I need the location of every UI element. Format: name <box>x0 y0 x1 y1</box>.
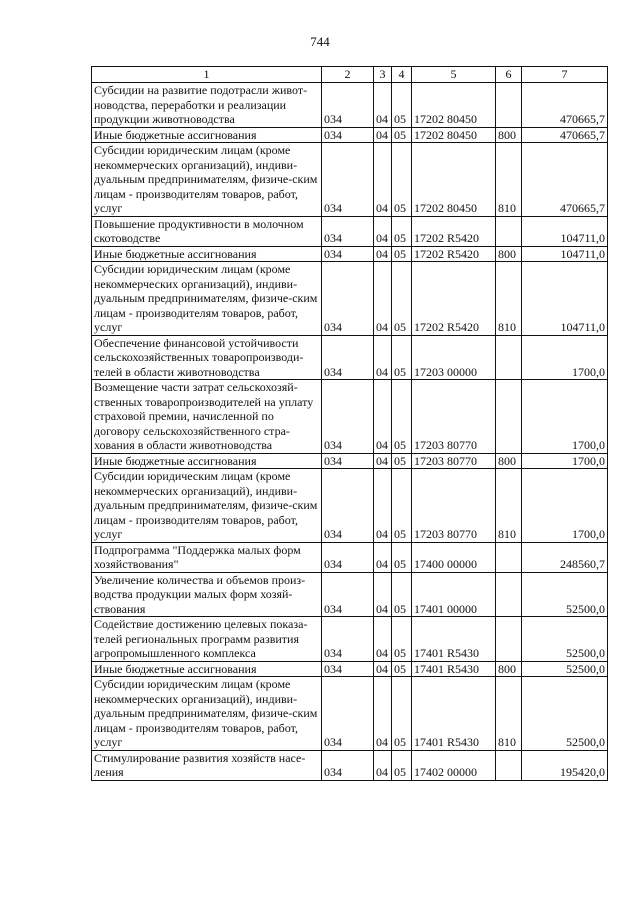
cell-amount: 52500,0 <box>522 617 608 662</box>
table-row <box>92 380 608 454</box>
table-row <box>92 216 608 246</box>
cell-item-name: Повышение продуктивности в молочном скотоводстве <box>92 216 322 246</box>
cell-ministry-code: 034 <box>322 216 374 246</box>
table-header-row <box>92 67 608 83</box>
cell-target-article: 17401 R5430 <box>412 661 496 677</box>
cell-expense-type <box>496 750 522 780</box>
cell-amount: 104711,0 <box>522 246 608 262</box>
cell-amount: 1700,0 <box>522 380 608 454</box>
cell-item-name: Обеспечение финансовой устойчивости сельскохозяйственных товаропроизводи-телей в области животноводства <box>92 335 322 380</box>
cell-subsection-code: 05 <box>392 661 412 677</box>
table-row <box>92 677 608 751</box>
cell-ministry-code: 034 <box>322 469 374 543</box>
cell-section-code: 04 <box>374 453 392 469</box>
cell-item-name: Субсидии на развитие подотрасли живот-новодства, переработки и реализации продукции животноводства <box>92 83 322 128</box>
cell-amount: 470665,7 <box>522 83 608 128</box>
cell-ministry-code: 034 <box>322 453 374 469</box>
table-row <box>92 143 608 217</box>
cell-ministry-code: 034 <box>322 335 374 380</box>
cell-amount: 104711,0 <box>522 216 608 246</box>
cell-target-article: 17203 80770 <box>412 380 496 454</box>
cell-amount: 52500,0 <box>522 661 608 677</box>
cell-expense-type: 800 <box>496 453 522 469</box>
cell-amount: 470665,7 <box>522 143 608 217</box>
table-row <box>92 453 608 469</box>
cell-target-article: 17402 00000 <box>412 750 496 780</box>
column-header: 7 <box>522 67 608 83</box>
cell-subsection-code: 05 <box>392 572 412 617</box>
cell-item-name: Содействие достижению целевых показа-телей региональных программ развития агропромышленного комплекса <box>92 617 322 662</box>
cell-expense-type: 800 <box>496 246 522 262</box>
cell-subsection-code: 05 <box>392 453 412 469</box>
cell-target-article: 17203 00000 <box>412 335 496 380</box>
cell-ministry-code: 034 <box>322 246 374 262</box>
cell-subsection-code: 05 <box>392 469 412 543</box>
cell-ministry-code: 034 <box>322 83 374 128</box>
cell-ministry-code: 034 <box>322 542 374 572</box>
cell-section-code: 04 <box>374 542 392 572</box>
cell-expense-type <box>496 216 522 246</box>
table-body <box>92 83 608 781</box>
cell-section-code: 04 <box>374 127 392 143</box>
table-row <box>92 469 608 543</box>
cell-target-article: 17400 00000 <box>412 542 496 572</box>
cell-section-code: 04 <box>374 335 392 380</box>
column-header: 6 <box>496 67 522 83</box>
cell-expense-type: 810 <box>496 469 522 543</box>
table-row <box>92 262 608 336</box>
column-header: 4 <box>392 67 412 83</box>
cell-target-article: 17203 80770 <box>412 469 496 543</box>
cell-target-article: 17202 80450 <box>412 83 496 128</box>
cell-ministry-code: 034 <box>322 127 374 143</box>
cell-subsection-code: 05 <box>392 216 412 246</box>
cell-ministry-code: 034 <box>322 750 374 780</box>
cell-item-name: Иные бюджетные ассигнования <box>92 127 322 143</box>
cell-expense-type: 800 <box>496 661 522 677</box>
cell-ministry-code: 034 <box>322 617 374 662</box>
cell-section-code: 04 <box>374 750 392 780</box>
cell-amount: 248560,7 <box>522 542 608 572</box>
cell-subsection-code: 05 <box>392 677 412 751</box>
cell-target-article: 17202 80450 <box>412 143 496 217</box>
cell-subsection-code: 05 <box>392 380 412 454</box>
cell-section-code: 04 <box>374 677 392 751</box>
cell-expense-type: 810 <box>496 143 522 217</box>
cell-target-article: 17202 80450 <box>412 127 496 143</box>
cell-subsection-code: 05 <box>392 750 412 780</box>
cell-subsection-code: 05 <box>392 617 412 662</box>
cell-section-code: 04 <box>374 246 392 262</box>
table-row <box>92 661 608 677</box>
cell-ministry-code: 034 <box>322 677 374 751</box>
cell-target-article: 17401 R5430 <box>412 677 496 751</box>
cell-item-name: Субсидии юридическим лицам (кроме некоммерческих организаций), индиви-дуальным предпринимателям, физиче-ским лицам - производителям товаров, работ, услуг <box>92 469 322 543</box>
column-header: 3 <box>374 67 392 83</box>
cell-subsection-code: 05 <box>392 246 412 262</box>
cell-item-name: Увеличение количества и объемов произ-водства продукции малых форм хозяй-ствования <box>92 572 322 617</box>
budget-table <box>91 66 608 781</box>
cell-expense-type: 800 <box>496 127 522 143</box>
cell-target-article: 17203 80770 <box>412 453 496 469</box>
cell-amount: 52500,0 <box>522 677 608 751</box>
cell-subsection-code: 05 <box>392 83 412 128</box>
cell-section-code: 04 <box>374 83 392 128</box>
column-header: 1 <box>92 67 322 83</box>
column-header: 2 <box>322 67 374 83</box>
cell-section-code: 04 <box>374 661 392 677</box>
cell-item-name: Стимулирование развития хозяйств насе-ления <box>92 750 322 780</box>
cell-item-name: Иные бюджетные ассигнования <box>92 246 322 262</box>
cell-expense-type <box>496 572 522 617</box>
cell-expense-type: 810 <box>496 677 522 751</box>
cell-expense-type: 810 <box>496 262 522 336</box>
table-row <box>92 127 608 143</box>
cell-section-code: 04 <box>374 143 392 217</box>
cell-subsection-code: 05 <box>392 143 412 217</box>
cell-amount: 1700,0 <box>522 453 608 469</box>
table-row <box>92 246 608 262</box>
cell-amount: 104711,0 <box>522 262 608 336</box>
table-row <box>92 750 608 780</box>
page-number: 744 <box>310 34 330 49</box>
table-row <box>92 335 608 380</box>
table-row <box>92 572 608 617</box>
cell-section-code: 04 <box>374 572 392 617</box>
cell-subsection-code: 05 <box>392 127 412 143</box>
column-header: 5 <box>412 67 496 83</box>
cell-ministry-code: 034 <box>322 143 374 217</box>
cell-subsection-code: 05 <box>392 262 412 336</box>
cell-amount: 1700,0 <box>522 335 608 380</box>
cell-amount: 1700,0 <box>522 469 608 543</box>
cell-item-name: Субсидии юридическим лицам (кроме некоммерческих организаций), индиви-дуальным предпринимателям, физиче-ским лицам - производителям товаров, работ, услуг <box>92 262 322 336</box>
table-row <box>92 617 608 662</box>
cell-section-code: 04 <box>374 216 392 246</box>
cell-expense-type <box>496 83 522 128</box>
cell-ministry-code: 034 <box>322 572 374 617</box>
cell-target-article: 17401 00000 <box>412 572 496 617</box>
cell-item-name: Субсидии юридическим лицам (кроме некоммерческих организаций), индиви-дуальным предпринимателям, физиче-ским лицам - производителям товаров, работ, услуг <box>92 677 322 751</box>
table-row <box>92 542 608 572</box>
cell-section-code: 04 <box>374 469 392 543</box>
cell-target-article: 17202 R5420 <box>412 216 496 246</box>
cell-section-code: 04 <box>374 262 392 336</box>
cell-expense-type <box>496 380 522 454</box>
cell-target-article: 17401 R5430 <box>412 617 496 662</box>
cell-section-code: 04 <box>374 380 392 454</box>
cell-amount: 52500,0 <box>522 572 608 617</box>
cell-ministry-code: 034 <box>322 380 374 454</box>
table-row <box>92 83 608 128</box>
cell-expense-type <box>496 617 522 662</box>
cell-subsection-code: 05 <box>392 335 412 380</box>
cell-ministry-code: 034 <box>322 262 374 336</box>
cell-item-name: Иные бюджетные ассигнования <box>92 453 322 469</box>
cell-expense-type <box>496 335 522 380</box>
cell-item-name: Возмещение части затрат сельскохозяй-ственных товаропроизводителей на уплату страховой премии, начисленной по договору сельскохозяйственного стра-хования в области животноводства <box>92 380 322 454</box>
cell-expense-type <box>496 542 522 572</box>
cell-amount: 470665,7 <box>522 127 608 143</box>
cell-subsection-code: 05 <box>392 542 412 572</box>
cell-ministry-code: 034 <box>322 661 374 677</box>
cell-item-name: Подпрограмма "Поддержка малых форм хозяйствования" <box>92 542 322 572</box>
cell-item-name: Субсидии юридическим лицам (кроме некоммерческих организаций), индиви-дуальным предпринимателям, физиче-ским лицам - производителям товаров, работ, услуг <box>92 143 322 217</box>
cell-target-article: 17202 R5420 <box>412 262 496 336</box>
cell-section-code: 04 <box>374 617 392 662</box>
cell-target-article: 17202 R5420 <box>412 246 496 262</box>
cell-item-name: Иные бюджетные ассигнования <box>92 661 322 677</box>
cell-amount: 195420,0 <box>522 750 608 780</box>
